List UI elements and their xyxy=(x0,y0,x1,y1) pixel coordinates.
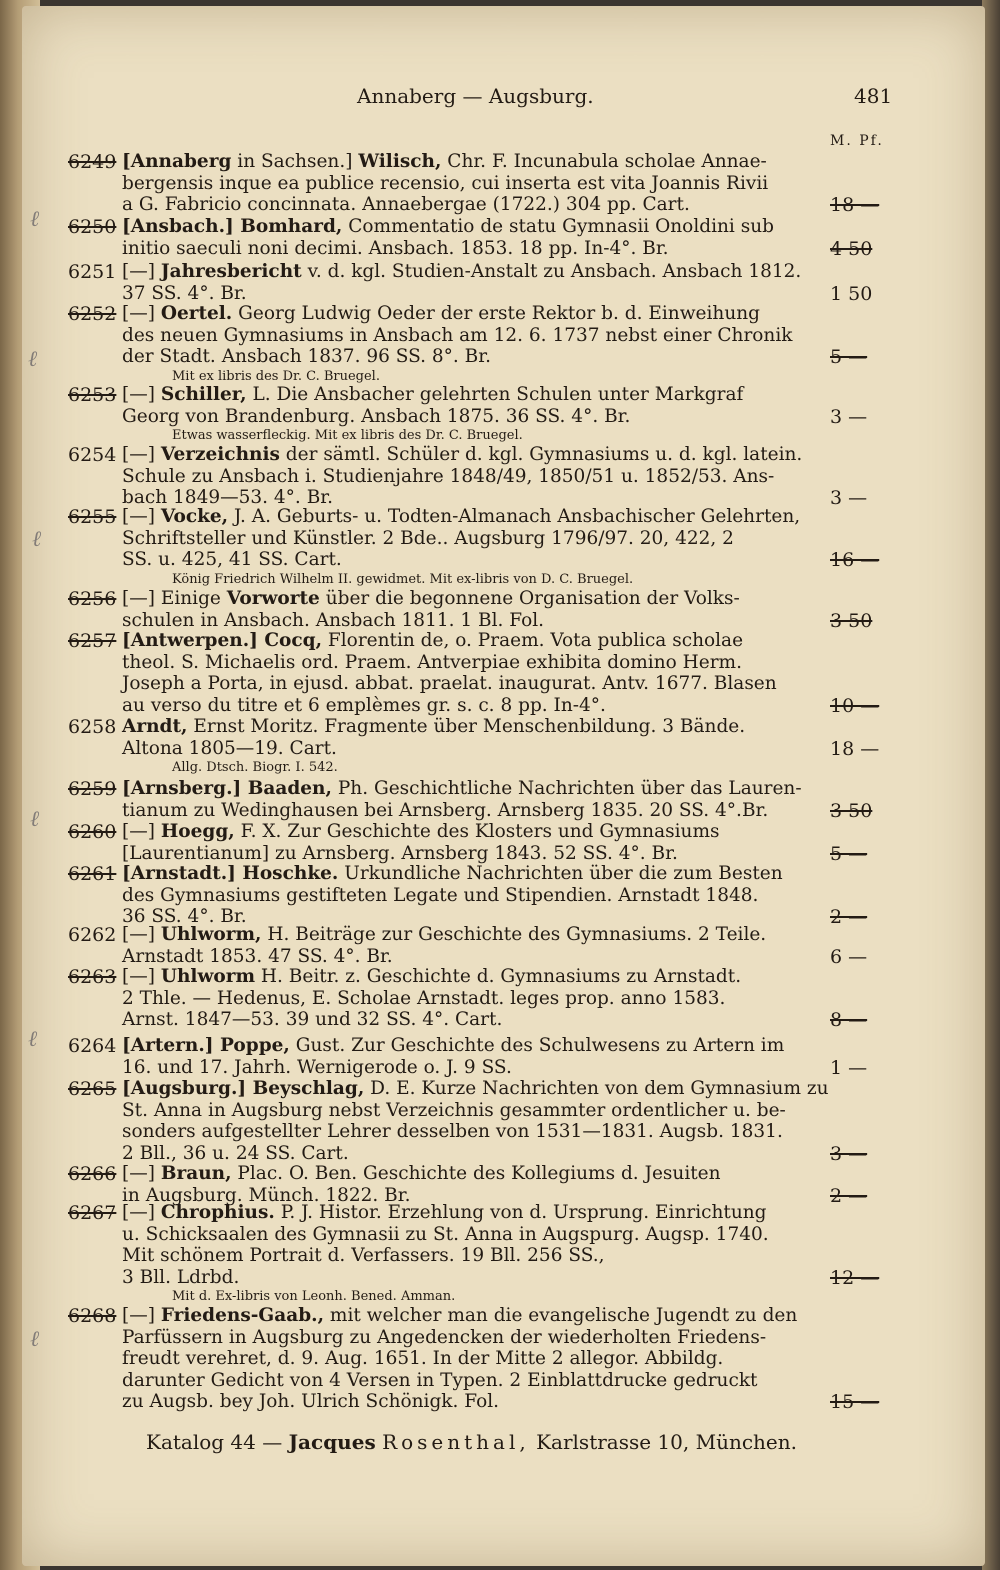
entry-keyword: [Annaberg xyxy=(122,151,232,172)
entry-number: 6254 xyxy=(68,444,117,466)
entry-line: der Stadt. Ansbach 1837. 96 SS. 8°. Br. xyxy=(122,346,491,367)
entry-line: zu Augsb. bey Joh. Ulrich Schönigk. Fol. xyxy=(122,1391,500,1412)
entry-text-fragment: L. Die Ansbacher gelehrten Schulen unter Markgraf xyxy=(246,384,744,405)
entry-text xyxy=(122,778,822,821)
pencil-mark: ℓ xyxy=(30,207,40,232)
entry-text-fragment: P. J. Histor. Erzehlung von d. Ursprung. Einrichtung xyxy=(274,1202,767,1223)
entry-number: 6250 xyxy=(68,216,117,238)
page-header xyxy=(22,84,985,114)
entry-line xyxy=(122,1163,822,1185)
entry-author: Braun, xyxy=(160,1163,232,1184)
entry-author: Verzeichnis xyxy=(160,444,280,465)
entry-author: Oertel. xyxy=(160,303,233,324)
entry-number: 6262 xyxy=(68,924,117,946)
entry-line: Joseph a Porta, in ejusd. abbat. praelat. inaugurat. Antv. 1677. Blasen xyxy=(122,673,777,694)
entry-price: 5 — xyxy=(830,346,868,368)
entry-text xyxy=(122,966,822,1031)
entry-text-fragment: Chr. F. Incunabula scholae Annae- xyxy=(441,151,767,172)
entry-number: 6261 xyxy=(68,863,117,885)
entry-prefix: [—] xyxy=(122,966,161,987)
pencil-mark: ℓ xyxy=(30,807,40,832)
page-title: Annaberg — Augsburg. xyxy=(357,84,594,108)
entry-prefix: [—] xyxy=(122,506,161,527)
entry-text-fragment: Florentin de, o. Praem. Vota publica scholae xyxy=(322,630,744,651)
entry-line: in Augsburg. Münch. 1822. Br. xyxy=(122,1184,411,1206)
entry-number: 6251 xyxy=(68,261,117,283)
entry-line: u. Schicksaalen des Gymnasii zu St. Anna in Augspurg. Augsp. 1740. xyxy=(122,1223,769,1245)
entry-line xyxy=(122,1202,822,1224)
footer-address: Karlstrasse 10, München. xyxy=(529,1430,797,1454)
entry-line: schulen in Ansbach. Ansbach 1811. 1 Bl. Fol. xyxy=(122,609,545,631)
entry-prefix: [—] xyxy=(122,924,161,945)
entry-line: des Gymnasiums gestifteten Legate und Stipendien. Arnstadt 1848. xyxy=(122,884,759,906)
entry-text-fragment: Ph. Geschichtliche Nachrichten über das Lauren- xyxy=(331,778,802,799)
entry-number: 6264 xyxy=(68,1035,117,1057)
entry-line xyxy=(122,216,822,238)
entry-text xyxy=(122,1078,829,1164)
entry-author: Arndt, xyxy=(122,716,188,737)
entry-number: 6268 xyxy=(68,1305,117,1327)
entry-text xyxy=(122,151,822,216)
entry-author: [Antwerpen.] Cocq, xyxy=(122,630,323,651)
entry-line: [Laurentianum] zu Arnsberg. Arnsberg 1843. 52 SS. 4°. Br. xyxy=(122,842,678,864)
pencil-mark: ℓ xyxy=(30,1327,40,1352)
entry-author: Hoegg, xyxy=(160,821,235,842)
entry-text-fragment: H. Beiträge zur Geschichte des Gymnasiums. 2 Teile. xyxy=(261,924,767,945)
entry-prefix: [—] xyxy=(122,261,161,282)
footer-name: Jacques xyxy=(288,1430,376,1454)
entry-text xyxy=(122,384,822,444)
entry-line: 3 Bll. Ldrbd. xyxy=(122,1266,240,1288)
entry-line xyxy=(122,778,822,800)
entry-text xyxy=(122,506,822,588)
entry-author: [Augsburg.] Beyschlag, xyxy=(122,1078,365,1099)
entry-line: darunter Gedicht von 4 Versen in Typen. 2 Einblattdrucke gedruckt xyxy=(122,1369,758,1391)
entry-number: 6260 xyxy=(68,821,117,843)
page-footer xyxy=(146,1430,797,1454)
entry-author: [Arnsberg.] Baaden, xyxy=(122,778,332,799)
entry-prefix: [—] xyxy=(122,1202,161,1223)
entry-line xyxy=(122,588,822,610)
pencil-mark: ℓ xyxy=(28,347,38,372)
entry-line: a G. Fabricio concinnata. Annaebergae (1722.) 304 pp. Cart. xyxy=(122,194,690,215)
entry-line: bach 1849—53. 4°. Br. xyxy=(122,487,333,508)
entry-line xyxy=(122,384,822,406)
entry-line xyxy=(122,303,822,325)
entry-text-fragment: über die begonnene Organisation der Volks- xyxy=(319,588,740,609)
entry-note: Mit ex libris des Dr. C. Bruegel. xyxy=(172,368,380,384)
entry-author: Friedens-Gaab., xyxy=(160,1305,325,1326)
footer-catalog: Katalog 44 — xyxy=(146,1430,289,1454)
entry-line: 2 Thle. — Hedenus, E. Scholae Arnstadt. leges prop. anno 1583. xyxy=(122,987,726,1009)
entry-line: freudt verehret, d. 9. Aug. 1651. In der Mitte 2 allegor. Abbildg. xyxy=(122,1348,724,1369)
entry-author: [Arnstadt.] Hoschke. xyxy=(122,863,339,884)
entry-text-fragment: der sämtl. Schüler d. kgl. Gymnasiums u. d. kgl. latein. xyxy=(279,444,803,465)
entry-number: 6259 xyxy=(68,778,117,800)
entry-price: 12 — xyxy=(830,1266,880,1289)
entry-text-fragment: mit welcher man die evangelische Jugendt zu den xyxy=(324,1305,798,1326)
entry-price: 2 — xyxy=(830,1184,868,1207)
entry-price: 1 50 xyxy=(830,282,873,305)
entry-price: 6 — xyxy=(830,945,868,968)
entry-number: 6253 xyxy=(68,384,117,406)
entry-line xyxy=(122,261,822,283)
entry-line xyxy=(122,966,822,988)
entry-line: au verso du titre et 6 emplèmes gr. s. c. 8 pp. In-4°. xyxy=(122,694,606,716)
price-column-header: M. Pf. xyxy=(830,133,884,149)
entry-text xyxy=(122,924,822,967)
entry-text-fragment: H. Beitr. z. Geschichte d. Gymnasiums zu Arnstadt. xyxy=(255,966,742,987)
entry-text xyxy=(122,588,822,631)
entry-text xyxy=(122,303,822,385)
entry-line: initio saeculi noni decimi. Ansbach. 1853. 18 pp. In-4°. Br. xyxy=(122,237,669,259)
entry-line: tianum zu Wedinghausen bei Arnsberg. Arnsberg 1835. 20 SS. 4°.Br. xyxy=(122,799,769,821)
entry-note: Allg. Dtsch. Biogr. I. 542. xyxy=(172,760,338,775)
catalog-page xyxy=(22,6,985,1566)
entry-author: Uhlworm, xyxy=(160,924,262,945)
entry-number: 6266 xyxy=(68,1163,117,1185)
entry-line: Altona 1805—19. Cart. xyxy=(122,737,337,759)
entry-price: 15 — xyxy=(830,1391,880,1413)
entry-number: 6252 xyxy=(68,303,117,325)
entry-prefix: [—] xyxy=(122,1163,161,1184)
entry-line: sonders aufgestellter Lehrer desselben von 1531—1831. Augsb. 1831. xyxy=(122,1121,783,1142)
entry-author: Uhlworm xyxy=(160,966,256,987)
entry-author: Jahresbericht xyxy=(160,261,302,282)
entry-number: 6263 xyxy=(68,966,117,988)
entry-prefix: [—] xyxy=(122,384,161,405)
entry-line xyxy=(122,444,822,466)
entry-text-fragment: J. A. Geburts- u. Todten-Almanach Ansbachischer Gelehrten, xyxy=(228,506,801,527)
entry-line: theol. S. Michaelis ord. Praem. Antverpiae exhibita domino Herm. xyxy=(122,651,742,673)
entry-line: 16. und 17. Jahrh. Wernigerode o. J. 9 SS. xyxy=(122,1056,512,1078)
entry-prefix: [—] Einige xyxy=(122,588,227,609)
entry-note: König Friedrich Wilhelm II. gewidmet. Mit ex-libris von D. C. Bruegel. xyxy=(172,571,634,587)
entry-line xyxy=(122,1305,822,1327)
entry-price: 3 — xyxy=(830,405,868,428)
entry-text xyxy=(122,1163,822,1206)
entry-number: 6256 xyxy=(68,588,117,610)
entry-text-fragment: Georg Ludwig Oeder der erste Rektor b. d. Einweihung xyxy=(232,303,760,324)
entry-line: 36 SS. 4°. Br. xyxy=(122,906,247,927)
entry-line xyxy=(122,924,822,946)
entry-line xyxy=(122,716,822,738)
entry-price: 18 — xyxy=(830,194,880,216)
entry-line: des neuen Gymnasiums in Ansbach am 12. 6. 1737 nebst einer Chronik xyxy=(122,324,793,346)
entry-price: 10 — xyxy=(830,694,880,717)
entry-price: 4 50 xyxy=(830,237,873,260)
entry-line: 37 SS. 4°. Br. xyxy=(122,282,247,304)
entry-author: [Ansbach.] Bomhard, xyxy=(122,216,343,237)
entry-line xyxy=(122,506,822,528)
entry-text-fragment: D. E. Kurze Nachrichten von dem Gymnasium zu xyxy=(364,1078,829,1099)
entry-line: Arnstadt 1853. 47 SS. 4°. Br. xyxy=(122,945,393,967)
entry-author: Vocke, xyxy=(160,506,229,527)
entry-number: 6265 xyxy=(68,1078,117,1100)
entry-prefix: [—] xyxy=(122,1305,161,1326)
entry-line: St. Anna in Augsburg nebst Verzeichnis gesammter ordentlicher u. be- xyxy=(122,1099,786,1121)
entry-text-fragment: Plac. O. Ben. Geschichte des Kollegiums d. Jesuiten xyxy=(231,1163,721,1184)
entry-number: 6255 xyxy=(68,506,117,528)
entry-line: Georg von Brandenburg. Ansbach 1875. 36 SS. 4°. Br. xyxy=(122,405,631,427)
entry-note: Etwas wasserfleckig. Mit ex libris des Dr. C. Bruegel. xyxy=(172,428,523,443)
entry-text xyxy=(122,863,822,928)
entry-line: SS. u. 425, 41 SS. Cart. xyxy=(122,549,342,570)
entry-price: 3 50 xyxy=(830,799,873,822)
entry-price: 5 — xyxy=(830,842,868,865)
entry-text-fragment: in Sachsen.] xyxy=(231,151,359,172)
entry-number: 6249 xyxy=(68,151,117,173)
entry-prefix: [—] xyxy=(122,303,161,324)
entry-text-fragment: Ernst Moritz. Fragmente über Menschenbildung. 3 Bände. xyxy=(187,716,746,737)
entry-author: [Artern.] Poppe, xyxy=(122,1035,290,1056)
entry-author: Chrophius. xyxy=(160,1202,275,1223)
entry-prefix: [—] xyxy=(122,444,161,465)
entry-line xyxy=(122,863,822,885)
pencil-mark: ℓ xyxy=(28,1027,38,1052)
page-number: 481 xyxy=(854,84,893,108)
entry-price: 3 50 xyxy=(830,609,873,632)
entry-text-fragment: Urkundliche Nachrichten über die zum Besten xyxy=(338,863,783,884)
entry-prefix: [—] xyxy=(122,821,161,842)
entry-line: Parfüssern in Augsburg zu Angedencken der wiederholten Friedens- xyxy=(122,1326,767,1348)
pencil-mark: ℓ xyxy=(32,527,42,552)
entry-line: Schriftsteller und Künstler. 2 Bde.. Augsburg 1796/97. 20, 422, 2 xyxy=(122,527,734,549)
entry-line xyxy=(122,821,822,843)
entry-price: 3 — xyxy=(830,487,868,509)
entry-line: Arnst. 1847—53. 39 und 32 SS. 4°. Cart. xyxy=(122,1009,503,1030)
entry-price: 18 — xyxy=(830,737,880,760)
entry-line xyxy=(122,630,822,652)
entry-text xyxy=(122,821,822,864)
entry-number: 6257 xyxy=(68,630,117,652)
entry-line xyxy=(122,1035,822,1057)
entry-text xyxy=(122,1202,822,1305)
entry-line: Mit schönem Portrait d. Verfassers. 19 Bll. 256 SS., xyxy=(122,1245,605,1266)
footer-firm: Rosenthal, xyxy=(382,1430,530,1454)
entry-text-fragment: v. d. kgl. Studien-Anstalt zu Ansbach. Ansbach 1812. xyxy=(301,261,802,282)
entry-text xyxy=(122,630,822,716)
entry-line: bergensis inque ea publice recensio, cui inserta est vita Joannis Rivii xyxy=(122,172,769,194)
entry-author: Wilisch, xyxy=(358,151,442,172)
entry-price: 2 — xyxy=(830,906,868,928)
entry-text xyxy=(122,261,822,304)
entry-text xyxy=(122,1305,822,1413)
entry-note: Mit d. Ex-libris von Leonh. Bened. Amman. xyxy=(172,1289,456,1304)
entry-text-fragment: Commentatio de statu Gymnasii Onoldini sub xyxy=(342,216,774,237)
entry-price: 8 — xyxy=(830,1009,868,1031)
entry-line: Schule zu Ansbach i. Studienjahre 1848/49, 1850/51 u. 1852/53. Ans- xyxy=(122,465,775,487)
entry-number: 6258 xyxy=(68,716,117,738)
entry-text xyxy=(122,716,822,776)
entry-author: Schiller, xyxy=(160,384,247,405)
entry-line xyxy=(122,151,822,173)
entry-text-fragment: F. X. Zur Geschichte des Klosters und Gymnasiums xyxy=(234,821,720,842)
entry-text xyxy=(122,216,822,259)
entry-price: 3 — xyxy=(830,1142,868,1165)
entry-price: 1 — xyxy=(830,1056,868,1079)
entry-text-fragment: Gust. Zur Geschichte des Schulwesens zu Artern im xyxy=(289,1035,785,1056)
entry-text xyxy=(122,444,822,509)
entry-price: 16 — xyxy=(830,549,880,571)
entry-author: Vorworte xyxy=(226,588,320,609)
entry-text xyxy=(122,1035,822,1078)
entry-number: 6267 xyxy=(68,1202,117,1224)
entry-line xyxy=(122,1078,829,1100)
entry-line: 2 Bll., 36 u. 24 SS. Cart. xyxy=(122,1142,349,1164)
